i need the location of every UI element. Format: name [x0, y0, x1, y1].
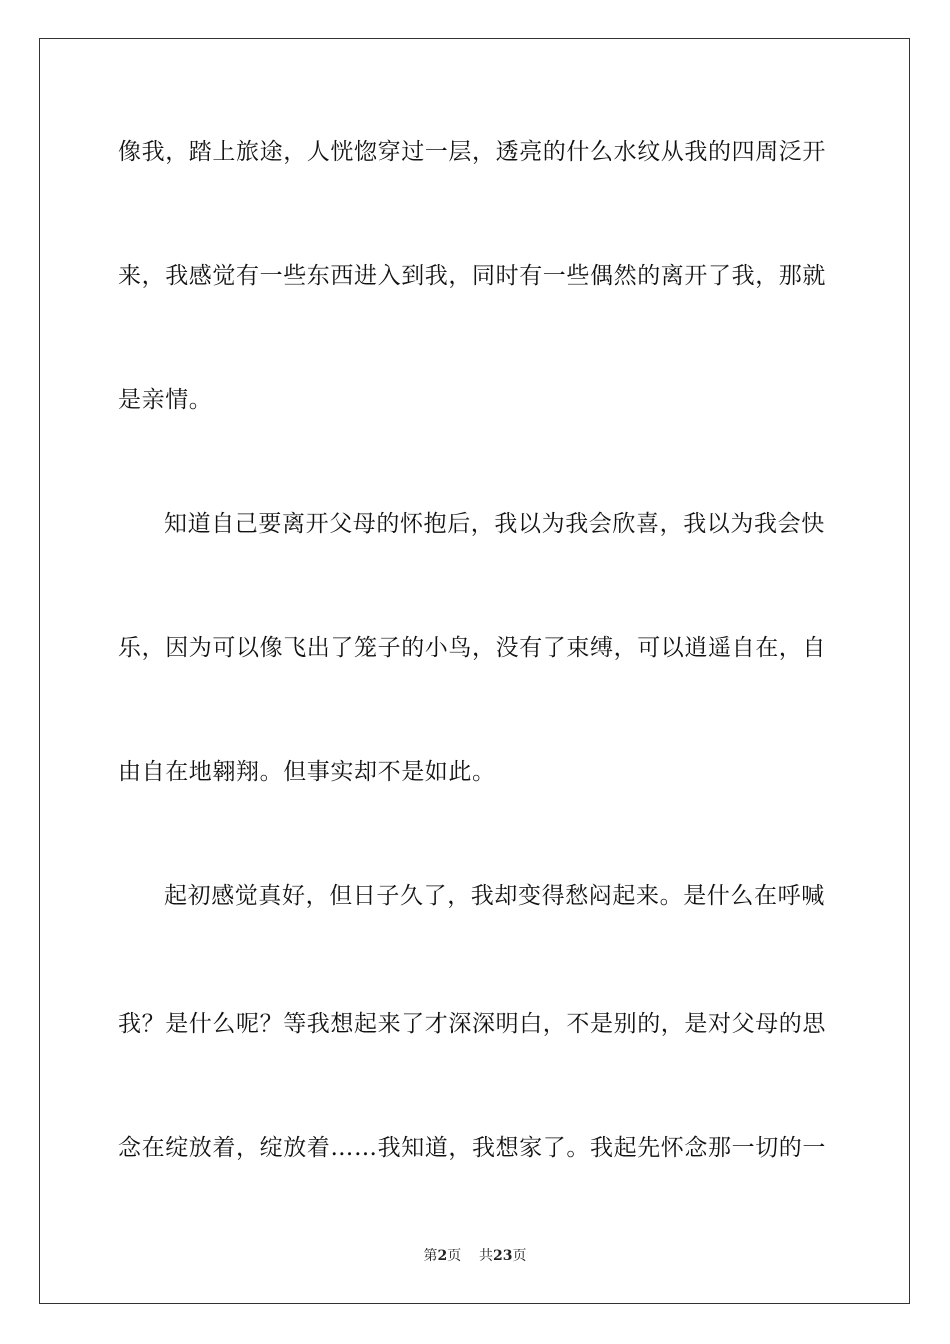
body-text-line: 是亲情。 — [118, 387, 213, 413]
body-text-line: 像我，踏上旅途，人恍惚穿过一层，透亮的什么水纹从我的四周泛开 — [118, 139, 826, 165]
body-text-line: 起初感觉真好，但日子久了，我却变得愁闷起来。是什么在呼喊 — [164, 883, 825, 909]
current-page-number: 2 — [437, 1248, 448, 1264]
body-text-line: 念在绽放着，绽放着……我知道，我想家了。我起先怀念那一切的一 — [118, 1135, 826, 1161]
total-pages-number: 23 — [493, 1248, 513, 1264]
body-text-line: 我？是什么呢？等我想起来了才深深明白，不是别的，是对父母的思 — [118, 1011, 826, 1037]
page-number-footer — [0, 1247, 950, 1265]
body-text-line: 知道自己要离开父母的怀抱后，我以为我会欣喜，我以为我会快 — [164, 511, 825, 537]
body-text-line: 由自在地翱翔。但事实却不是如此。 — [118, 759, 496, 785]
body-text-line: 乐，因为可以像飞出了笼子的小鸟，没有了束缚，可以逍遥自在，自 — [118, 635, 826, 661]
footer-prefix: 第 — [423, 1248, 438, 1264]
footer-page-word: 页 — [447, 1248, 462, 1264]
body-text-line: 来，我感觉有一些东西进入到我，同时有一些偶然的离开了我，那就 — [118, 263, 826, 289]
page-border — [39, 38, 910, 1304]
footer-total-prefix: 共 — [479, 1248, 494, 1264]
footer-total-suffix: 页 — [512, 1248, 527, 1264]
